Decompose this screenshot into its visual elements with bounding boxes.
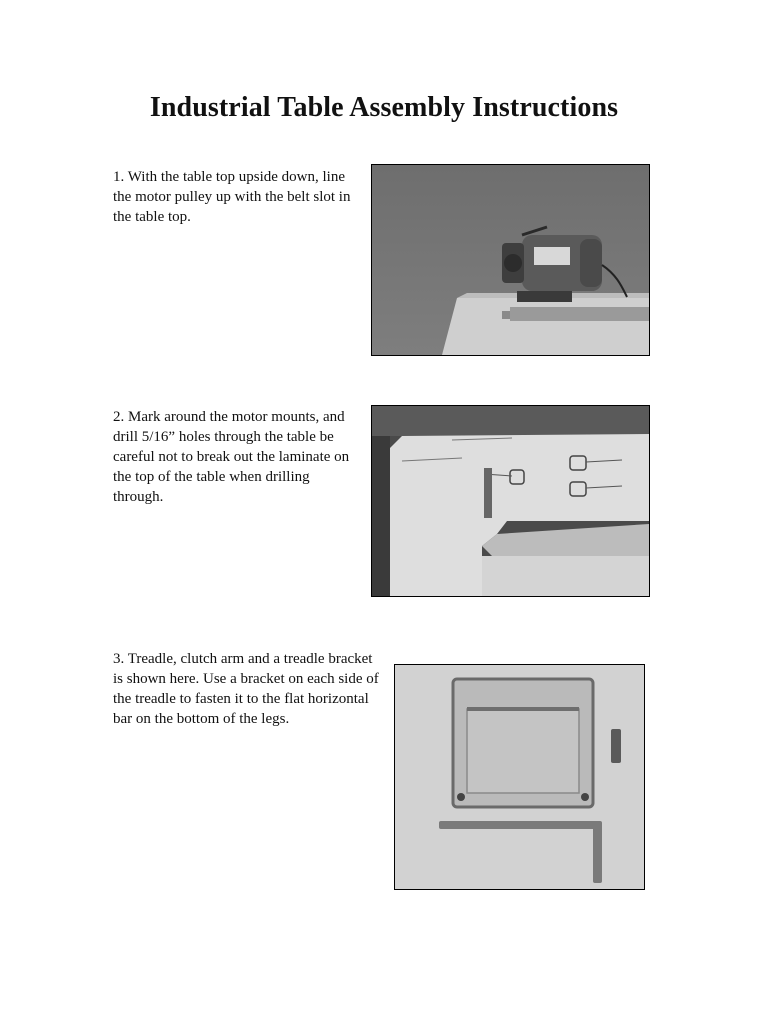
step-2-photo-marked-table (371, 405, 650, 597)
step-1-photo-motor-on-table (371, 164, 650, 356)
step-3-photo-treadle-parts (394, 664, 645, 890)
document-title: Industrial Table Assembly Instructions (149, 92, 619, 123)
step-2-text: 2. Mark around the motor mounts, and drill 5/16” holes through the table be careful not to break out the laminate on the top of the table when drilling through. (113, 409, 350, 505)
step-3-text: 3. Treadle, clutch arm and a treadle bracket is shown here. Use a bracket on each side of the treadle to fasten it to the flat horizontal bar on the bottom of the legs. (113, 651, 379, 727)
step-1-text: 1. With the table top upside down, line the motor pulley up with the belt slot in the table top. (113, 169, 351, 225)
